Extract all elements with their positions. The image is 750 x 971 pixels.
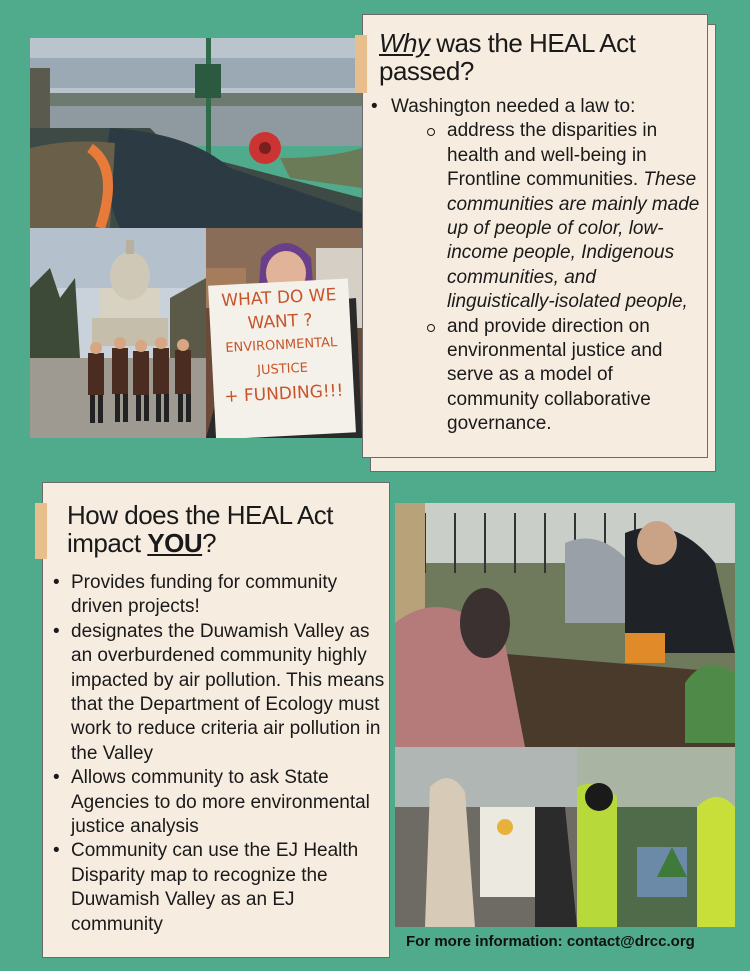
- photo-garden-volunteers: [395, 503, 735, 747]
- sign-line-5: + FUNDING!!!: [223, 380, 344, 408]
- point1-plain: address the disparities in health and well-being in Frontline communities.: [447, 120, 658, 191]
- sign-line-1: WHAT DO WE: [220, 285, 337, 312]
- list-item: • Provides funding for community driven projects!: [51, 571, 385, 620]
- impact-card-title: [67, 501, 387, 557]
- title-you: YOU: [147, 528, 203, 558]
- point2-text: and provide direction on environmental justice and serve as a model of community collaborative governance.: [447, 315, 663, 435]
- impact-card: [42, 482, 390, 958]
- photo-protest-sign: [206, 228, 362, 438]
- why-card-title: [379, 29, 699, 85]
- list-item: [391, 119, 705, 314]
- list-item: • Allows community to ask State Agencies to do more environmental justice analysis: [51, 766, 385, 839]
- contact-footer: For more information: contact@drcc.org: [406, 933, 695, 950]
- photo-planting: [577, 747, 735, 927]
- list-item: [391, 315, 705, 437]
- point1-italic: These communities are mainly made up of people of color, low-income people, Indigenous communities, and linguistically-isolated people,: [447, 169, 700, 313]
- photo-workshop: [395, 747, 577, 927]
- protest-sign-board: [208, 278, 356, 438]
- photo-river-tarps: [30, 38, 362, 228]
- why-card: [362, 14, 708, 458]
- title-why: Why: [379, 28, 430, 58]
- intro-text: Washington needed a law to:: [391, 96, 636, 117]
- card-accent-bar: [355, 35, 367, 93]
- title-prefix: How does the HEAL Act impact: [67, 500, 334, 558]
- sign-line-4: JUSTICE: [256, 360, 309, 379]
- list-item: • designates the Duwamish Valley as an overburdened community highly impacted by air pollution. This means that the Department of Ecology must work to reduce criteria air pollution in the Valley: [51, 620, 385, 766]
- card-accent-bar: [35, 503, 47, 559]
- list-item: [369, 95, 705, 437]
- photo-capitol-group: [30, 228, 206, 438]
- sign-line-3: ENVIRONMENTAL: [225, 335, 338, 356]
- sign-line-2: WANT ?: [247, 310, 314, 334]
- title-suffix: ?: [202, 528, 217, 558]
- list-item: • Community can use the EJ Health Disparity map to recognize the Duwamish Valley as an EJ community: [51, 839, 385, 937]
- title-rest: was the HEAL Act passed?: [379, 28, 636, 86]
